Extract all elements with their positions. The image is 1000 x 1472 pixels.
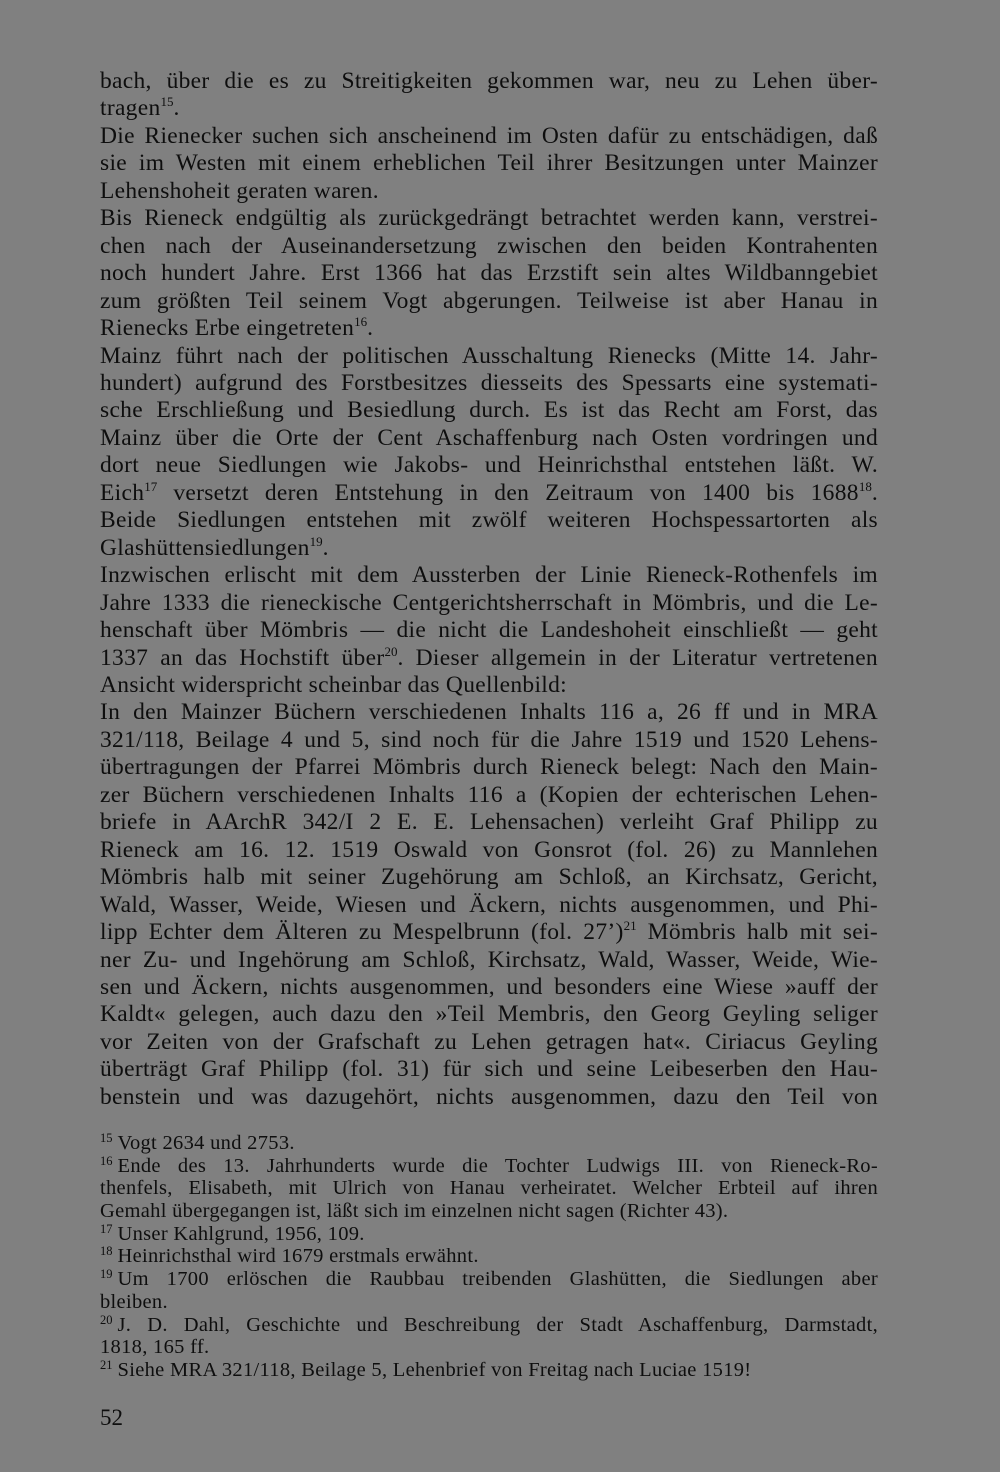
footnote-ref: 18 [858,478,872,494]
text-line [100,288,878,315]
text-line [100,974,878,1001]
footnote [100,1132,878,1155]
text-run: zum größten Teil seinem Vogt abgerungen. Teilweise ist aber Hanau in [100,287,878,314]
text-line [100,782,878,809]
text-run: Rieneck am 16. 12. 1519 Oswald von Gonsrot (fol. 26) zu Mannlehen [100,836,878,863]
text-line [100,837,878,864]
text-run: bleiben. [100,1290,168,1313]
footnote-line [100,1132,878,1155]
footnote [100,1223,878,1246]
text-run: Mömbris halb mit seiner Zugehörung am Schloß, an Kirchsatz, Gericht, [100,864,878,891]
text-line [100,480,878,507]
text-line [100,397,878,424]
text-run: übertragungen der Pfarrei Mömbris durch Rieneck belegt: Nach den Main- [100,754,878,781]
paragraph [100,343,878,563]
text-run: Wald, Wasser, Weide, Wiesen und Äckern, nichts ausgenommen, und Phi- [100,891,878,918]
page-number: 52 [100,1405,123,1430]
text-run: Ende des 13. Jahrhunderts wurde die Tochter Ludwigs III. von Rieneck-Ro- [117,1154,878,1177]
text-line [100,452,878,479]
text-line [100,150,878,177]
footnote-number: 18 [100,1244,113,1259]
text-run: 321/118, Beilage 4 und 5, sind noch für die Jahre 1519 und 1520 Lehens- [100,726,878,753]
footnote [100,1359,878,1382]
footnote-line [100,1245,878,1268]
paragraph [100,123,878,205]
text-run: sie im Westen mit einem erheblichen Teil ihrer Besitzungen unter Mainzer [100,150,878,177]
text-run: 1337 an das Hochstift über [100,644,385,671]
footnote-ref: 21 [623,918,637,934]
paragraph [100,699,878,1111]
text-line [100,892,878,919]
footnote-line [100,1268,878,1291]
text-run: tragen [100,95,161,122]
footnote-ref: 19 [309,533,323,549]
text-run: Mainz führt nach der politischen Ausschaltung Rienecks (Mitte 14. Jahr- [100,342,878,369]
footnote-line [100,1177,878,1200]
text-run: Die Rienecker suchen sich anscheinend im Osten dafür zu entschädigen, daß [100,122,878,149]
footnote-line [100,1223,878,1246]
text-run: . [871,479,878,506]
text-run: sche Erschließung und Besiedlung durch. Es ist das Recht am Forst, das [100,397,878,424]
text-run: . [367,315,374,342]
footnote-number: 17 [100,1221,113,1236]
footnote [100,1155,878,1223]
footnote-number: 15 [100,1131,113,1145]
text-line [100,260,878,287]
text-line [100,507,878,534]
footnote [100,1268,878,1313]
text-run: dort neue Siedlungen wie Jakobs- und Heinrichsthal entstehen läßt. W. [100,452,878,479]
text-line [100,809,878,836]
text-run: briefe in AArchR 342/I 2 E. E. Lehensachen) verleiht Graf Philipp zu [100,809,878,836]
footnote-line [100,1359,878,1382]
text-line [100,1056,878,1083]
text-run: . Dieser allgemein in der Literatur vertretenen [397,644,878,671]
text-run: Eich [100,479,145,506]
text-line [100,123,878,150]
text-run: Siehe MRA 321/118, Beilage 5, Lehenbrief von Freitag nach Luciae 1519! [117,1358,752,1381]
footnote [100,1314,878,1359]
text-line [100,947,878,974]
text-run: Inzwischen erlischt mit dem Aussterben der Linie Rieneck-Rothenfels im [100,562,878,589]
footnote-line [100,1314,878,1337]
text-run: Rienecks Erbe eingetreten [100,315,355,342]
text-run: sen und Äckern, nichts ausgenommen, und besonders eine Wiese »auff der [100,973,878,1000]
footnote-line [100,1336,878,1359]
text-line [100,617,878,644]
text-line [100,590,878,617]
text-run: Glashüttensiedlungen [100,534,310,561]
paragraph [100,68,878,123]
footnote-number: 21 [100,1357,113,1372]
text-run: . [173,95,180,122]
text-line [100,95,878,122]
text-run: Vogt 2634 und 2753. [117,1132,295,1154]
text-run: Unser Kahlgrund, 1956, 109. [117,1222,365,1245]
text-line [100,68,878,95]
text-run: thenfels, Elisabeth, mit Ulrich von Hanau verheiratet. Welcher Erbteil auf ihren [100,1177,878,1200]
footnote-ref: 17 [144,478,158,494]
text-run: Bis Rieneck endgültig als zurückgedrängt betrachtet werden kann, verstrei- [100,205,878,232]
text-line [100,205,878,232]
text-run: J. D. Dahl, Geschichte und Beschreibung der Stadt Aschaffenburg, Darmstadt, [117,1313,878,1336]
text-line [100,672,878,699]
footnote-ref: 15 [160,94,174,110]
text-run: Heinrichsthal wird 1679 erstmals erwähnt. [117,1245,479,1268]
text-run: chen nach der Auseinandersetzung zwischen den beiden Kontrahenten [100,232,878,259]
footnote-number: 19 [100,1267,113,1282]
text-line [100,370,878,397]
paragraph [100,562,878,699]
text-run: Lehenshoheit geraten waren. [100,177,379,204]
text-run: Beide Siedlungen entstehen mit zwölf weiteren Hochspessartorten als [100,507,878,534]
footnote [100,1245,878,1268]
footnote-ref: 20 [384,643,398,659]
text-run: Jahre 1333 die rieneckische Centgerichtsherrschaft in Mömbris, und die Le- [100,589,878,616]
text-line [100,1084,878,1111]
text-line [100,754,878,781]
text-line [100,315,878,342]
footnotes [100,1132,878,1382]
text-run: Kaldt« gelegen, auch dazu den »Teil Membris, den Georg Geyling seliger [100,1001,878,1028]
text-run: Mömbris halb mit sei- [636,919,878,946]
text-line [100,919,878,946]
footnote-line [100,1200,878,1223]
footnote-line [100,1155,878,1178]
text-run: 1818, 165 ff. [100,1336,210,1359]
text-line [100,699,878,726]
text-run: henschaft über Mömbris — die nicht die Landeshoheit einschließt — geht [100,617,878,644]
text-line [100,727,878,754]
text-run: bach, über die es zu Streitigkeiten gekommen war, neu zu Lehen über- [100,68,878,94]
text-run: ner Zu- und Ingehörung am Schloß, Kirchsatz, Wald, Wasser, Weide, Wie- [100,946,878,973]
text-run: Um 1700 erlöschen die Raubbau treibenden Glashütten, die Siedlungen aber [117,1268,878,1291]
main-text [100,68,878,1111]
text-run: zer Büchern verschiedenen Inhalts 116 a (Kopien der echterischen Lehen- [100,781,878,808]
text-line [100,425,878,452]
text-run: versetzt deren Entstehung in den Zeitraum von 1400 bis 1688 [157,479,859,506]
text-line [100,562,878,589]
text-line [100,645,878,672]
text-line [100,1001,878,1028]
text-run: Mainz über die Orte der Cent Aschaffenburg nach Osten vordringen und [100,424,878,451]
text-line [100,343,878,370]
text-run: lipp Echter dem Älteren zu Mespelbrunn (fol. 27’) [100,919,624,946]
text-run: In den Mainzer Büchern verschiedenen Inhalts 116 a, 26 ff und in MRA [100,699,878,726]
text-line [100,864,878,891]
footnote-number: 20 [100,1312,113,1327]
text-run: . [322,534,329,561]
text-run: Gemahl übergegangen ist, läßt sich im einzelnen nicht sagen (Richter 43). [100,1200,729,1223]
text-line [100,233,878,260]
text-run: Ansicht widerspricht scheinbar das Quellenbild: [100,671,568,698]
footnote-ref: 16 [354,314,368,330]
text-line [100,178,878,205]
text-run: hundert) aufgrund des Forstbesitzes diesseits des Spessarts eine systemati- [100,369,878,396]
text-line [100,1029,878,1056]
text-run: noch hundert Jahre. Erst 1366 hat das Erzstift sein altes Wildbanngebiet [100,260,878,287]
text-run: vor Zeiten von der Grafschaft zu Lehen getragen hat«. Ciriacus Geyling [100,1028,878,1055]
text-run: überträgt Graf Philipp (fol. 31) für sich und seine Leibeserben den Hau- [100,1056,878,1083]
text-line [100,535,878,562]
paragraph [100,205,878,342]
text-run: benstein und was dazugehört, nichts ausgenommen, dazu den Teil von [100,1083,878,1110]
footnote-number: 16 [100,1153,113,1168]
footnote-line [100,1291,878,1314]
